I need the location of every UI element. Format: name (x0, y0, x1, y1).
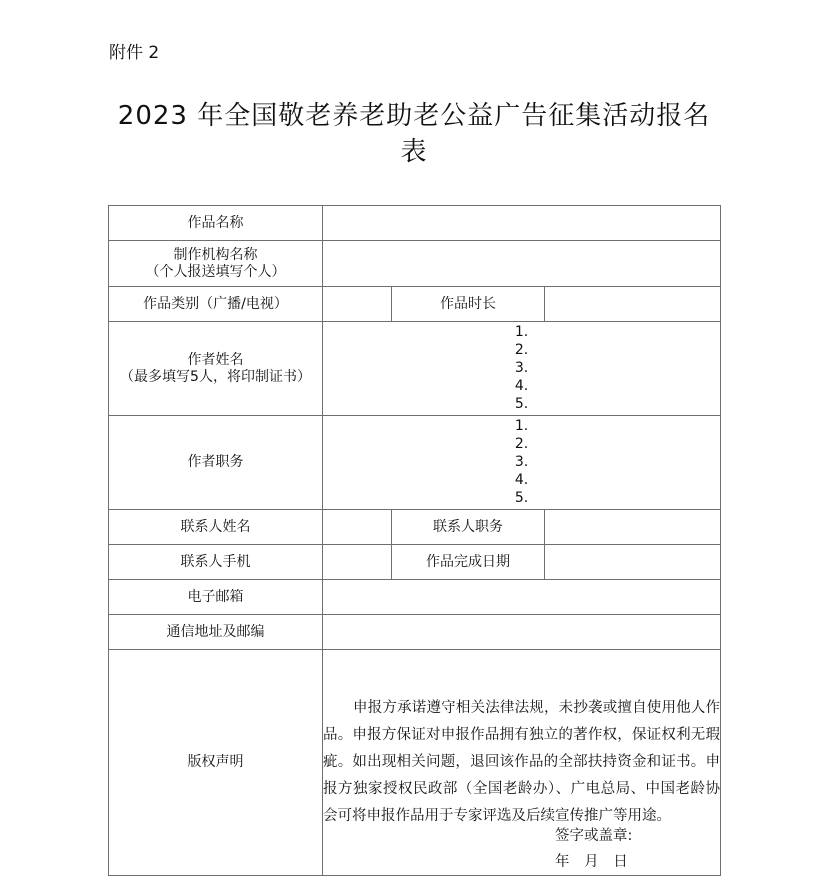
copyright-statement-cell (323, 650, 721, 876)
position-list-item: 3. (514, 453, 529, 470)
contact-phone-field[interactable] (323, 545, 392, 580)
position-list-item: 4. (514, 471, 529, 488)
contact-position-label: 联系人职务 (392, 510, 545, 545)
position-list-item: 5. (514, 489, 529, 506)
work-category-label: 作品类别（广播/电视） (109, 287, 323, 322)
contact-position-field[interactable] (545, 510, 721, 545)
copyright-statement: 申报方承诺遵守相关法律法规，未抄袭或擅自使用他人作品。申报方保证对申报作品拥有独立的著作权，保证权利无瑕疵。如出现相关问题，退回该作品的全部扶持资金和证书。申报方独家授权民政部（全国老龄办）、广电总局、中国老龄协会可将申报作品用于专家评选及后续宣传推广等用途。 (323, 700, 721, 824)
address-field[interactable] (323, 615, 721, 650)
email-label: 电子邮箱 (109, 580, 323, 615)
contact-name-field[interactable] (323, 510, 392, 545)
attachment-label: 附件 2 (109, 43, 160, 63)
row-work-name (109, 206, 721, 241)
author-position-label: 作者职务 (109, 416, 323, 510)
author-list-item: 5. (514, 395, 529, 412)
row-producer (109, 241, 721, 287)
row-author-name (109, 322, 721, 416)
contact-phone-label: 联系人手机 (109, 545, 323, 580)
author-position-field[interactable] (323, 416, 721, 510)
producer-name-label: 制作机构名称 (173, 246, 258, 263)
email-field[interactable] (323, 580, 721, 615)
copyright-label: 版权声明 (109, 650, 323, 876)
row-address (109, 615, 721, 650)
date-label: 年 月 日 (555, 854, 628, 870)
page-title: 2023 年全国敬老养老助老公益广告征集活动报名表 (117, 101, 711, 167)
completion-date-label: 作品完成日期 (392, 545, 545, 580)
producer-label-cell (109, 241, 323, 287)
author-list-item: 2. (514, 341, 529, 358)
producer-note: （个人报送填写个人） (145, 263, 286, 280)
signature-label: 签字或盖章: (555, 828, 633, 844)
producer-field[interactable] (323, 241, 721, 287)
row-category (109, 287, 721, 322)
work-name-field[interactable] (323, 206, 721, 241)
row-email (109, 580, 721, 615)
author-name-label-cell (109, 322, 323, 416)
contact-name-label: 联系人姓名 (109, 510, 323, 545)
row-contact (109, 510, 721, 545)
work-name-label: 作品名称 (109, 206, 323, 241)
row-copyright (109, 650, 721, 876)
author-list-item: 1. (514, 323, 529, 340)
position-list-item: 1. (514, 417, 529, 434)
work-duration-field[interactable] (545, 287, 721, 322)
completion-date-field[interactable] (545, 545, 721, 580)
row-phone (109, 545, 721, 580)
row-author-position (109, 416, 721, 510)
author-name-note: （最多填写5人，将印制证书） (120, 368, 311, 385)
work-duration-label: 作品时长 (392, 287, 545, 322)
position-list-item: 2. (514, 435, 529, 452)
author-name-label: 作者姓名 (187, 351, 244, 368)
work-category-field[interactable] (323, 287, 392, 322)
author-list-item: 3. (514, 359, 529, 376)
registration-form-table (108, 205, 721, 876)
author-list-item: 4. (514, 377, 529, 394)
author-name-field[interactable] (323, 322, 721, 416)
address-label: 通信地址及邮编 (109, 615, 323, 650)
